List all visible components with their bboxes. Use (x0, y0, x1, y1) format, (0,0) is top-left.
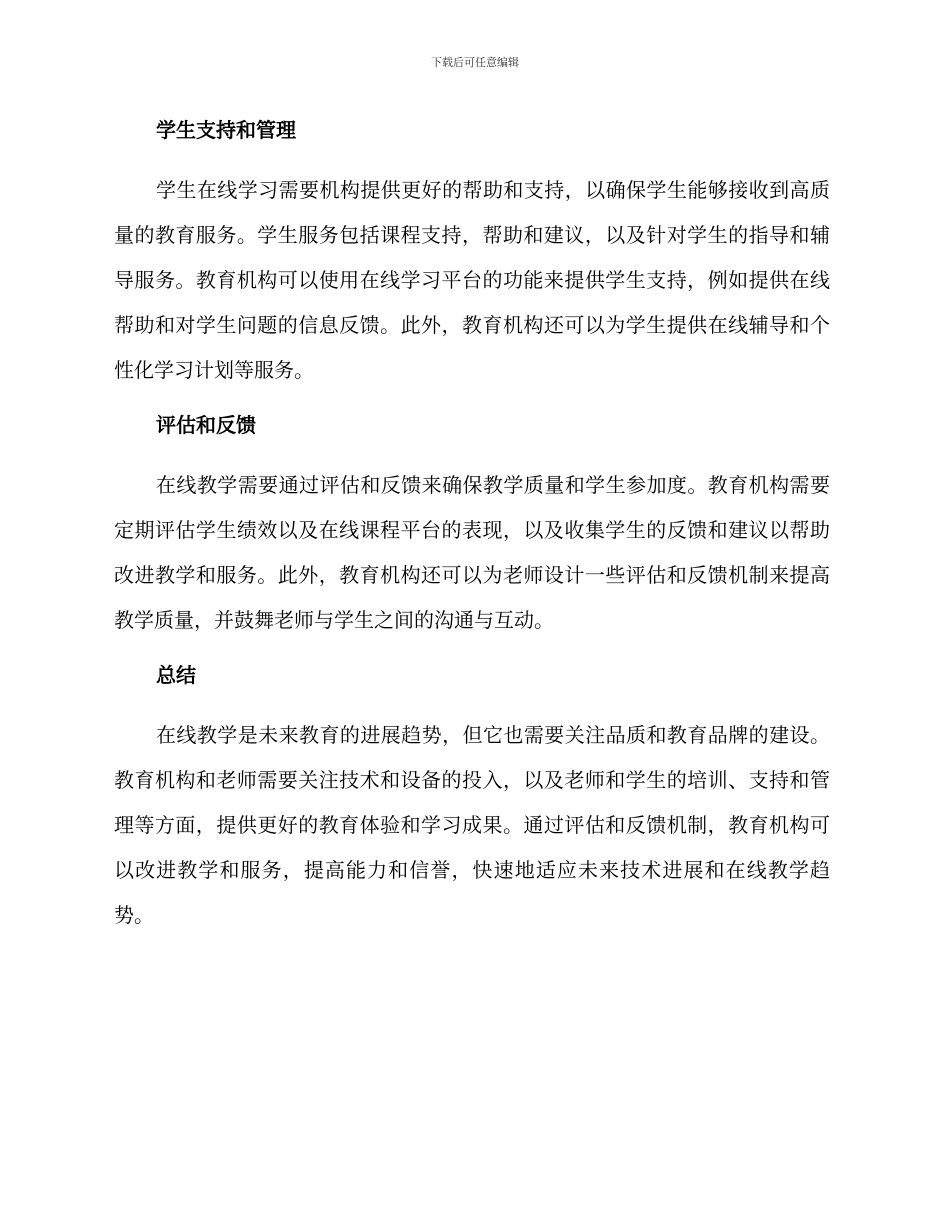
section-paragraph-evaluation: 在线教学需要通过评估和反馈来确保教学质量和学生参加度。教育机构需要定期评估学生绩效以及在线课程平台的表现，以及收集学生的反馈和建议以帮助改进教学和服务。此外，教育机构还可以为老师设计一些评估和反馈机制来提高教学质量，并鼓舞老师与学生之间的沟通与互动。 (114, 473, 830, 632)
section-heading-evaluation: 评估和反馈 (156, 413, 256, 437)
section-heading-student-support: 学生支持和管理 (156, 118, 296, 142)
document-body (114, 112, 830, 938)
section-heading-summary: 总结 (156, 663, 196, 687)
section-paragraph-student-support: 学生在线学习需要机构提供更好的帮助和支持，以确保学生能够接收到高质量的教育服务。学生服务包括课程支持，帮助和建议，以及针对学生的指导和辅导服务。教育机构可以使用在线学习平台的功能来提供学生支持，例如提供在线帮助和对学生问题的信息反馈。此外，教育机构还可以为学生提供在线辅导和个性化学习计划等服务。 (114, 178, 830, 382)
section-paragraph-summary: 在线教学是未来教育的进展趋势，但它也需要关注品质和教育品牌的建设。教育机构和老师需要关注技术和设备的投入，以及老师和学生的培训、支持和管理等方面，提供更好的教育体验和学习成果。通过评估和反馈机制，教育机构可以改进教学和服务，提高能力和信誉，快速地适应未来技术进展和在线教学趋势。 (114, 723, 830, 927)
header-note: 下载后可任意编辑 (431, 56, 519, 69)
